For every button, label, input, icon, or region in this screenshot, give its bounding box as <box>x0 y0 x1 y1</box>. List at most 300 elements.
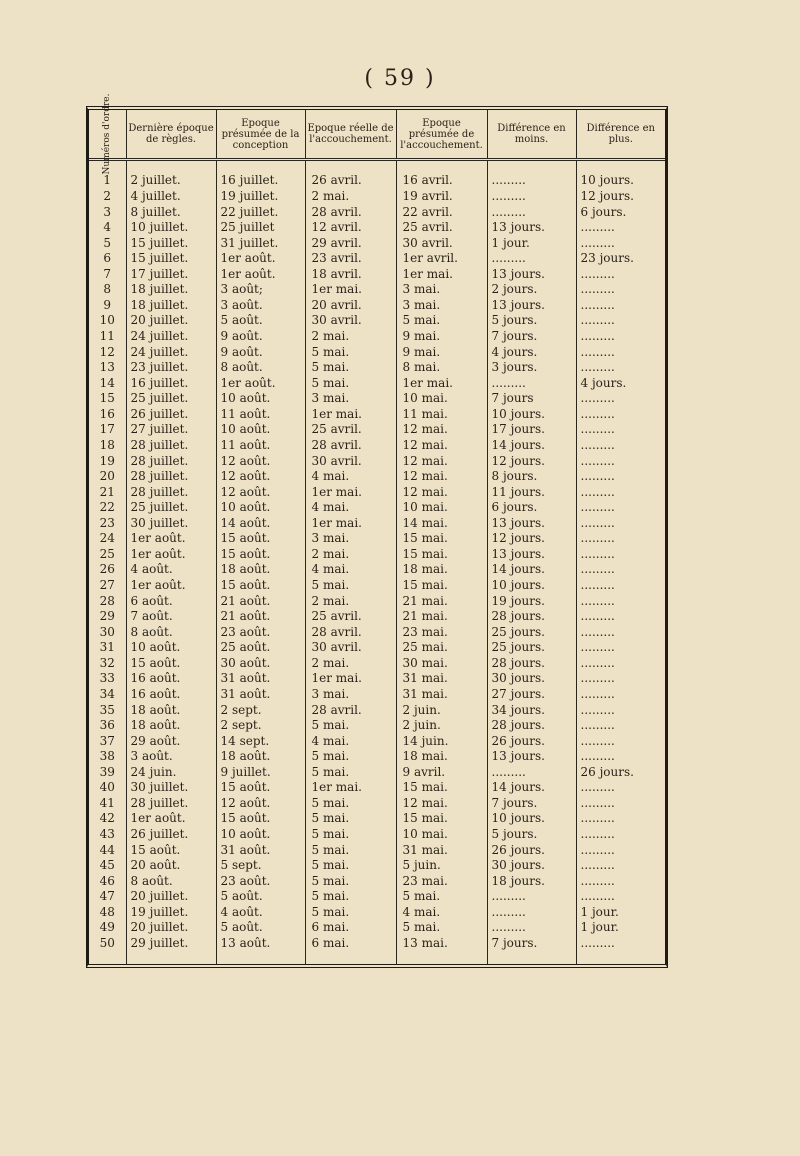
table-header <box>89 93 665 175</box>
row-number: 37 <box>99 733 115 748</box>
accouchement-presume-cell: 3 mai. <box>396 282 487 298</box>
accouchement-presume-cell: 30 avril. <box>396 236 487 252</box>
difference-moins-cell: 26 jours. <box>487 734 576 750</box>
accouchement-presume-cell: 10 mai. <box>396 391 487 407</box>
difference-moins-cell: 11 jours. <box>487 485 576 501</box>
row-number: 10 <box>99 313 115 328</box>
conception-cell: 10 août. <box>216 827 305 843</box>
regles-cell: 10 août. <box>126 640 216 656</box>
difference-plus-cell: ......... <box>576 640 665 656</box>
regles-cell: 24 juin. <box>126 765 216 781</box>
regles-cell: 30 juillet. <box>126 780 216 796</box>
row-number: 26 <box>99 562 115 577</box>
accouchement-reel-cell: 5 mai. <box>305 749 396 765</box>
conception-cell: 21 août. <box>216 609 305 625</box>
difference-plus-cell: ......... <box>576 500 665 516</box>
regles-cell: 15 juillet. <box>126 236 216 252</box>
accouchement-reel-cell: 29 avril. <box>305 236 396 252</box>
accouchement-reel-cell: 5 mai. <box>305 376 396 392</box>
accouchement-presume-cell: 12 mai. <box>396 438 487 454</box>
difference-moins-cell: 14 jours. <box>487 562 576 578</box>
accouchement-presume-cell: 15 mai. <box>396 578 487 594</box>
accouchement-reel-cell: 1er mai. <box>305 671 396 687</box>
conception-cell: 21 août. <box>216 593 305 609</box>
row-number: 6 <box>103 251 112 266</box>
regles-cell: 18 août. <box>126 718 216 734</box>
row-number: 7 <box>103 266 112 281</box>
difference-moins-cell: 6 jours. <box>487 500 576 516</box>
regles-cell: 8 août. <box>126 625 216 641</box>
regles-cell: 6 août. <box>126 593 216 609</box>
table-row <box>89 718 665 734</box>
accouchement-reel-cell: 28 avril. <box>305 204 396 220</box>
difference-plus-cell: ......... <box>576 609 665 625</box>
row-number: 43 <box>99 827 115 841</box>
difference-plus-cell: ......... <box>576 889 665 905</box>
accouchement-presume-cell: 18 mai. <box>396 749 487 765</box>
regles-cell: 26 juillet. <box>126 827 216 843</box>
row-number: 28 <box>99 593 115 608</box>
accouchement-presume-cell: 5 mai. <box>396 313 487 329</box>
conception-cell: 5 sept. <box>216 858 305 874</box>
accouchement-presume-cell: 18 mai. <box>396 562 487 578</box>
regles-cell: 25 juillet. <box>126 500 216 516</box>
conception-cell: 16 juillet. <box>216 160 305 189</box>
difference-plus-cell: 6 jours. <box>576 204 665 220</box>
conception-cell: 23 août. <box>216 874 305 890</box>
row-number: 45 <box>99 858 115 873</box>
conception-cell: 9 août. <box>216 344 305 360</box>
conception-cell: 14 sept. <box>216 734 305 750</box>
accouchement-presume-cell: 16 avril. <box>396 160 487 189</box>
table-row <box>89 360 665 376</box>
difference-plus-cell: 12 jours. <box>576 189 665 205</box>
regles-cell: 4 juillet. <box>126 189 216 205</box>
conception-cell: 3 août; <box>216 282 305 298</box>
difference-moins-cell: 30 jours. <box>487 671 576 687</box>
difference-plus-cell: ......... <box>576 749 665 765</box>
row-number: 30 <box>99 624 115 639</box>
table-body <box>89 160 665 965</box>
difference-moins-cell: 25 jours. <box>487 625 576 641</box>
regles-cell: 10 juillet. <box>126 220 216 236</box>
row-number: 1 <box>103 173 112 188</box>
table-row <box>89 376 665 392</box>
difference-moins-cell: 5 jours. <box>487 827 576 843</box>
table-row <box>89 298 665 314</box>
difference-moins-cell: 28 jours. <box>487 609 576 625</box>
accouchement-presume-cell: 3 mai. <box>396 298 487 314</box>
difference-moins-cell: 34 jours. <box>487 702 576 718</box>
conception-cell: 15 août. <box>216 578 305 594</box>
accouchement-presume-cell: 1er mai. <box>396 376 487 392</box>
accouchement-presume-cell: 12 mai. <box>396 485 487 501</box>
accouchement-presume-cell: 31 mai. <box>396 842 487 858</box>
accouchement-presume-cell: 13 mai. <box>396 936 487 964</box>
difference-plus-cell: 4 jours. <box>576 376 665 392</box>
table-row <box>89 220 665 236</box>
row-number: 23 <box>99 515 115 530</box>
accouchement-presume-cell: 25 mai. <box>396 640 487 656</box>
difference-moins-cell: 7 jours. <box>487 329 576 345</box>
row-number: 17 <box>99 422 115 437</box>
accouchement-reel-cell: 2 mai. <box>305 329 396 345</box>
difference-plus-cell: ......... <box>576 267 665 283</box>
difference-plus-cell: ......... <box>576 656 665 672</box>
conception-cell: 9 juillet. <box>216 765 305 781</box>
table-row <box>89 858 665 874</box>
regles-cell: 18 juillet. <box>126 282 216 298</box>
conception-cell: 18 août. <box>216 749 305 765</box>
accouchement-reel-cell: 1er mai. <box>305 485 396 501</box>
difference-plus-cell: ......... <box>576 298 665 314</box>
regles-cell: 30 juillet. <box>126 516 216 532</box>
accouchement-presume-cell: 12 mai. <box>396 469 487 485</box>
regles-cell: 16 août. <box>126 671 216 687</box>
row-number: 24 <box>99 531 115 546</box>
row-number: 47 <box>99 889 115 904</box>
conception-cell: 15 août. <box>216 547 305 563</box>
table-row <box>89 407 665 423</box>
accouchement-presume-cell: 8 mai. <box>396 360 487 376</box>
table-row <box>89 516 665 532</box>
row-number: 31 <box>99 640 115 655</box>
table-row <box>89 578 665 594</box>
accouchement-reel-cell: 5 mai. <box>305 858 396 874</box>
regles-cell: 15 août. <box>126 842 216 858</box>
table-row <box>89 160 665 189</box>
table-row <box>89 329 665 345</box>
conception-cell: 25 août. <box>216 640 305 656</box>
table-row <box>89 842 665 858</box>
conception-cell: 15 août. <box>216 531 305 547</box>
accouchement-reel-cell: 25 avril. <box>305 609 396 625</box>
conception-cell: 1er août. <box>216 251 305 267</box>
table-row <box>89 593 665 609</box>
table-row <box>89 609 665 625</box>
header-row <box>89 110 665 160</box>
difference-plus-cell: ......... <box>576 236 665 252</box>
difference-plus-cell: 1 jour. <box>576 905 665 921</box>
accouchement-reel-cell: 1er mai. <box>305 780 396 796</box>
row-number: 11 <box>99 329 115 343</box>
accouchement-reel-cell: 3 mai. <box>305 391 396 407</box>
difference-plus-cell: ......... <box>576 702 665 718</box>
conception-cell: 11 août. <box>216 407 305 423</box>
row-number: 50 <box>99 936 115 951</box>
regles-cell: 18 juillet. <box>126 298 216 314</box>
difference-plus-cell: 23 jours. <box>576 251 665 267</box>
difference-moins-cell: 30 jours. <box>487 858 576 874</box>
difference-moins-cell: 18 jours. <box>487 874 576 890</box>
difference-moins-cell: 2 jours. <box>487 282 576 298</box>
table-row <box>89 531 665 547</box>
conception-cell: 10 août. <box>216 500 305 516</box>
row-number: 32 <box>99 655 115 670</box>
row-number: 3 <box>103 204 112 219</box>
regles-cell: 28 juillet. <box>126 438 216 454</box>
accouchement-presume-cell: 22 avril. <box>396 204 487 220</box>
difference-moins-cell: ......... <box>487 251 576 267</box>
regles-cell: 20 juillet. <box>126 889 216 905</box>
accouchement-reel-cell: 4 mai. <box>305 469 396 485</box>
accouchement-reel-cell: 28 avril. <box>305 438 396 454</box>
difference-moins-cell: 12 jours. <box>487 531 576 547</box>
table-row <box>89 282 665 298</box>
regles-cell: 29 août. <box>126 734 216 750</box>
accouchement-reel-cell: 5 mai. <box>305 811 396 827</box>
accouchement-presume-cell: 5 mai. <box>396 920 487 936</box>
difference-moins-cell: 26 jours. <box>487 842 576 858</box>
difference-plus-cell: ......... <box>576 578 665 594</box>
table-row <box>89 625 665 641</box>
accouchement-reel-cell: 5 mai. <box>305 827 396 843</box>
row-number: 8 <box>103 282 112 297</box>
table-row <box>89 905 665 921</box>
difference-moins-cell: 28 jours. <box>487 656 576 672</box>
table-row <box>89 687 665 703</box>
accouchement-presume-cell: 4 mai. <box>396 905 487 921</box>
difference-plus-cell: ......... <box>576 593 665 609</box>
difference-plus-cell: ......... <box>576 562 665 578</box>
accouchement-presume-cell: 21 mai. <box>396 609 487 625</box>
conception-cell: 12 août. <box>216 453 305 469</box>
table-row <box>89 547 665 563</box>
conception-cell: 31 août. <box>216 671 305 687</box>
difference-moins-cell: ......... <box>487 920 576 936</box>
row-number: 4 <box>103 220 112 235</box>
accouchement-presume-cell: 11 mai. <box>396 407 487 423</box>
difference-moins-cell: 13 jours. <box>487 267 576 283</box>
regles-cell: 26 juillet. <box>126 407 216 423</box>
regles-cell: 15 août. <box>126 656 216 672</box>
difference-moins-cell: ......... <box>487 189 576 205</box>
table-row <box>89 438 665 454</box>
conception-cell: 25 juillet <box>216 220 305 236</box>
regles-cell: 24 juillet. <box>126 344 216 360</box>
accouchement-reel-cell: 28 avril. <box>305 625 396 641</box>
table-row <box>89 749 665 765</box>
difference-plus-cell: ......... <box>576 858 665 874</box>
accouchement-presume-cell: 1er mai. <box>396 267 487 283</box>
table-row <box>89 640 665 656</box>
difference-moins-cell: ......... <box>487 160 576 189</box>
accouchement-presume-cell: 21 mai. <box>396 593 487 609</box>
accouchement-presume-cell: 2 juin. <box>396 702 487 718</box>
accouchement-reel-cell: 6 mai. <box>305 936 396 964</box>
conception-cell: 9 août. <box>216 329 305 345</box>
row-number: 35 <box>99 702 115 717</box>
regles-cell: 20 juillet. <box>126 920 216 936</box>
accouchement-reel-cell: 2 mai. <box>305 656 396 672</box>
accouchement-presume-cell: 14 mai. <box>396 516 487 532</box>
difference-plus-cell: ......... <box>576 391 665 407</box>
conception-cell: 31 juillet. <box>216 236 305 252</box>
difference-moins-cell: 27 jours. <box>487 687 576 703</box>
table-row <box>89 936 665 964</box>
regles-cell: 3 août. <box>126 749 216 765</box>
table-row <box>89 702 665 718</box>
row-number: 12 <box>99 344 115 359</box>
regles-cell: 17 juillet. <box>126 267 216 283</box>
conception-cell: 1er août. <box>216 376 305 392</box>
difference-moins-cell: 7 jours <box>487 391 576 407</box>
difference-moins-cell: ......... <box>487 889 576 905</box>
header-derniere-epoque: Dernière époque de règles. <box>126 110 216 160</box>
regles-cell: 4 août. <box>126 562 216 578</box>
difference-moins-cell: 13 jours. <box>487 516 576 532</box>
accouchement-presume-cell: 5 mai. <box>396 889 487 905</box>
difference-plus-cell: ......... <box>576 780 665 796</box>
difference-plus-cell: ......... <box>576 734 665 750</box>
regles-cell: 16 août. <box>126 687 216 703</box>
header-conception: Epoque présumée de la conception <box>216 110 305 160</box>
row-number: 25 <box>99 546 115 561</box>
conception-cell: 12 août. <box>216 796 305 812</box>
data-table <box>89 93 665 964</box>
accouchement-reel-cell: 4 mai. <box>305 734 396 750</box>
difference-plus-cell: ......... <box>576 547 665 563</box>
accouchement-reel-cell: 1er mai. <box>305 282 396 298</box>
accouchement-presume-cell: 10 mai. <box>396 500 487 516</box>
table-row <box>89 827 665 843</box>
accouchement-reel-cell: 20 avril. <box>305 298 396 314</box>
accouchement-reel-cell: 30 avril. <box>305 313 396 329</box>
row-number: 5 <box>103 235 112 250</box>
difference-plus-cell: ......... <box>576 485 665 501</box>
row-number: 22 <box>99 500 115 515</box>
difference-plus-cell: ......... <box>576 936 665 964</box>
row-number: 34 <box>99 686 115 701</box>
table-row <box>89 874 665 890</box>
difference-moins-cell: 1 jour. <box>487 236 576 252</box>
row-number: 13 <box>99 360 115 375</box>
row-number: 16 <box>99 406 115 421</box>
accouchement-presume-cell: 12 mai. <box>396 796 487 812</box>
difference-plus-cell: ......... <box>576 531 665 547</box>
difference-moins-cell: 7 jours. <box>487 936 576 964</box>
row-number: 41 <box>99 795 115 810</box>
row-number: 18 <box>99 437 115 452</box>
difference-moins-cell: 8 jours. <box>487 469 576 485</box>
accouchement-reel-cell: 1er mai. <box>305 516 396 532</box>
difference-moins-cell: 3 jours. <box>487 360 576 376</box>
conception-cell: 2 sept. <box>216 702 305 718</box>
regles-cell: 16 juillet. <box>126 376 216 392</box>
difference-moins-cell: 13 jours. <box>487 298 576 314</box>
regles-cell: 8 août. <box>126 874 216 890</box>
row-number: 38 <box>99 749 115 764</box>
accouchement-presume-cell: 10 mai. <box>396 827 487 843</box>
difference-plus-cell: ......... <box>576 220 665 236</box>
accouchement-reel-cell: 26 avril. <box>305 160 396 189</box>
difference-moins-cell: 17 jours. <box>487 422 576 438</box>
accouchement-reel-cell: 5 mai. <box>305 905 396 921</box>
difference-plus-cell: ......... <box>576 438 665 454</box>
difference-plus-cell: ......... <box>576 874 665 890</box>
accouchement-presume-cell: 9 mai. <box>396 344 487 360</box>
table-row <box>89 189 665 205</box>
regles-cell: 18 août. <box>126 702 216 718</box>
header-accouchement-reel: Epoque réelle de l'accouchement. <box>305 110 396 160</box>
row-number: 27 <box>99 578 115 592</box>
accouchement-reel-cell: 5 mai. <box>305 889 396 905</box>
conception-cell: 2 sept. <box>216 718 305 734</box>
accouchement-presume-cell: 1er avril. <box>396 251 487 267</box>
table-row <box>89 344 665 360</box>
header-difference-moins: Différence en moins. <box>487 110 576 160</box>
accouchement-presume-cell: 15 mai. <box>396 531 487 547</box>
accouchement-reel-cell: 4 mai. <box>305 500 396 516</box>
regles-cell: 1er août. <box>126 547 216 563</box>
difference-moins-cell: 14 jours. <box>487 438 576 454</box>
difference-moins-cell: 5 jours. <box>487 313 576 329</box>
accouchement-presume-cell: 15 mai. <box>396 780 487 796</box>
difference-plus-cell: ......... <box>576 282 665 298</box>
difference-moins-cell: 13 jours. <box>487 547 576 563</box>
conception-cell: 31 août. <box>216 687 305 703</box>
regles-cell: 7 août. <box>126 609 216 625</box>
regles-cell: 23 juillet. <box>126 360 216 376</box>
difference-plus-cell: ......... <box>576 360 665 376</box>
table-row <box>89 920 665 936</box>
regles-cell: 28 juillet. <box>126 469 216 485</box>
accouchement-reel-cell: 28 avril. <box>305 702 396 718</box>
accouchement-presume-cell: 15 mai. <box>396 547 487 563</box>
conception-cell: 5 août. <box>216 313 305 329</box>
table-row <box>89 267 665 283</box>
difference-moins-cell: 14 jours. <box>487 780 576 796</box>
regles-cell: 19 juillet. <box>126 905 216 921</box>
accouchement-reel-cell: 6 mai. <box>305 920 396 936</box>
row-number: 15 <box>99 391 115 406</box>
accouchement-presume-cell: 25 avril. <box>396 220 487 236</box>
regles-cell: 1er août. <box>126 811 216 827</box>
table-row <box>89 469 665 485</box>
difference-plus-cell: ......... <box>576 718 665 734</box>
difference-plus-cell: ......... <box>576 671 665 687</box>
difference-moins-cell: 7 jours. <box>487 796 576 812</box>
accouchement-presume-cell: 14 juin. <box>396 734 487 750</box>
regles-cell: 28 juillet. <box>126 485 216 501</box>
conception-cell: 10 août. <box>216 422 305 438</box>
difference-moins-cell: 12 jours. <box>487 453 576 469</box>
regles-cell: 1er août. <box>126 531 216 547</box>
regles-cell: 28 juillet. <box>126 453 216 469</box>
row-number: 42 <box>99 811 115 826</box>
regles-cell: 28 juillet. <box>126 796 216 812</box>
difference-plus-cell: 26 jours. <box>576 765 665 781</box>
conception-cell: 30 août. <box>216 656 305 672</box>
difference-moins-cell: 25 jours. <box>487 640 576 656</box>
regles-cell: 24 juillet. <box>126 329 216 345</box>
difference-moins-cell: 19 jours. <box>487 593 576 609</box>
accouchement-reel-cell: 2 mai. <box>305 189 396 205</box>
row-number: 46 <box>99 873 115 888</box>
accouchement-reel-cell: 5 mai. <box>305 344 396 360</box>
table-row <box>89 811 665 827</box>
table-row <box>89 422 665 438</box>
row-number: 14 <box>99 375 115 390</box>
conception-cell: 15 août. <box>216 811 305 827</box>
conception-cell: 1er août. <box>216 267 305 283</box>
accouchement-presume-cell: 31 mai. <box>396 687 487 703</box>
accouchement-reel-cell: 5 mai. <box>305 360 396 376</box>
table-row <box>89 734 665 750</box>
difference-moins-cell: 10 jours. <box>487 578 576 594</box>
conception-cell: 8 août. <box>216 360 305 376</box>
accouchement-reel-cell: 25 avril. <box>305 422 396 438</box>
